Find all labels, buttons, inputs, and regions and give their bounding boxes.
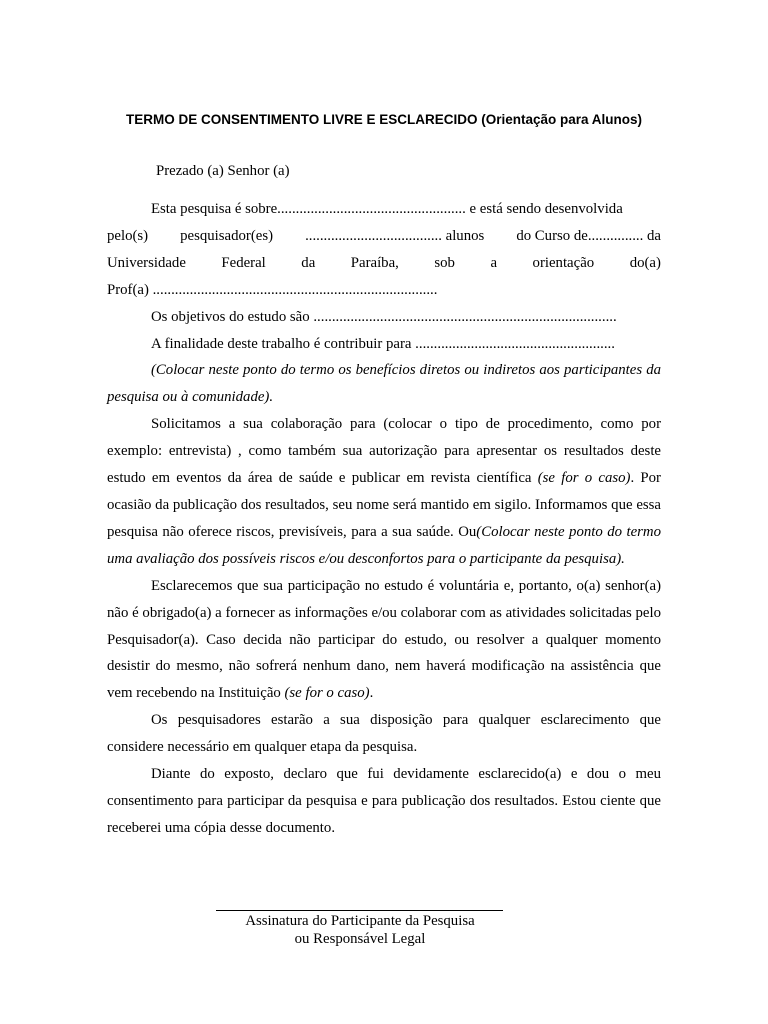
voluntary-text: Esclarecemos que sua participação no estudo é voluntária e, portanto, o(a) senhor(a) não é obrigado(a) a fornecer as informações e/ou colaborar com as atividades solicitadas pelo Pesquisador(a). Caso decida não participar do estudo, ou resolver a qualquer momento desistir do mesmo, não sofrerá nenhum dano, nem haverá modificação na assistência que vem recebendo na Instituição (107, 577, 661, 702)
intro-line-3 (107, 250, 661, 277)
collaboration-italic-b: (Colocar neste ponto do termo uma avaliação dos possíveis riscos e/ou desconfortos para o participante da pesquisa). (107, 523, 661, 567)
intro-line-2-part-1: pelo(s) (107, 227, 149, 244)
intro-line-4: Prof(a) ............................................................................. (107, 281, 438, 298)
intro-line-2 (107, 223, 661, 250)
intro-line-3-word: do(a) (629, 254, 661, 271)
intro-line-2-part-3: ..................................... alunos (305, 227, 485, 244)
intro-line-3-word: Federal (221, 254, 266, 271)
intro-line-3-word: Universidade (107, 254, 186, 271)
consent-paragraph: Diante do exposto, declaro que fui devidamente esclarecido(a) e dou o meu consentimento para participar da pesquisa e para publicação dos resultados. Estou ciente que receberei uma cópia desse documento. (107, 766, 661, 836)
salutation: Prezado (a) Senhor (a) (156, 163, 290, 179)
intro-line-1: Esta pesquisa é sobre................................................... e está sendo desenvolvida (151, 201, 623, 217)
signature-caption-line-1: Assinatura do Participante da Pesquisa (245, 913, 475, 929)
document-body (107, 196, 661, 842)
intro-line-3-word: Paraíba, (350, 254, 399, 271)
benefits-note-text: (Colocar neste ponto do termo os benefícios diretos ou indiretos aos participantes da pesquisa ou à comunidade). (107, 362, 661, 406)
signature-caption (200, 912, 520, 948)
collaboration-paragraph (107, 411, 661, 572)
availability-paragraph: Os pesquisadores estarão a sua disposição para qualquer esclarecimento que considere necessário em qualquer etapa da pesquisa. (107, 712, 661, 756)
voluntary-paragraph (107, 573, 661, 708)
intro-line-3-word: da (301, 254, 316, 271)
intro-line-3-word: orientação (532, 254, 595, 271)
intro-line-3-word: a (490, 254, 498, 271)
intro-line-3-word: sob (434, 254, 455, 271)
intro-line-2-part-2: pesquisador(es) (180, 227, 274, 244)
collaboration-text-a: Solicitamos a sua colaboração para (colocar o tipo de procedimento, como por exemplo: entrevista) , como também sua autorização para apresentar os resultados deste estudo em eventos da área de saúde e publicar em revista científica (107, 416, 661, 487)
voluntary-end: . (369, 685, 374, 702)
collaboration-text-b: . Por ocasião da publicação dos resultados, seu nome será mantido em sigilo. Informamos que essa pesquisa não oferece riscos, previsíveis, para a sua saúde. Ou (107, 470, 661, 540)
objectives-line: Os objetivos do estudo são .................................................................................. (151, 308, 617, 325)
purpose-line: A finalidade deste trabalho é contribuir para ...................................................... (151, 335, 615, 352)
benefits-note (107, 357, 661, 411)
collaboration-italic-a: (se for o caso) (537, 470, 631, 487)
signature-caption-line-2: ou Responsável Legal (294, 931, 426, 947)
intro-line-2-part-4: do Curso de............... da (516, 227, 661, 244)
signature-line (216, 910, 503, 911)
document-title: TERMO DE CONSENTIMENTO LIVRE E ESCLARECIDO (Orientação para Alunos) (125, 112, 643, 127)
voluntary-italic: (se for o caso) (284, 685, 370, 702)
